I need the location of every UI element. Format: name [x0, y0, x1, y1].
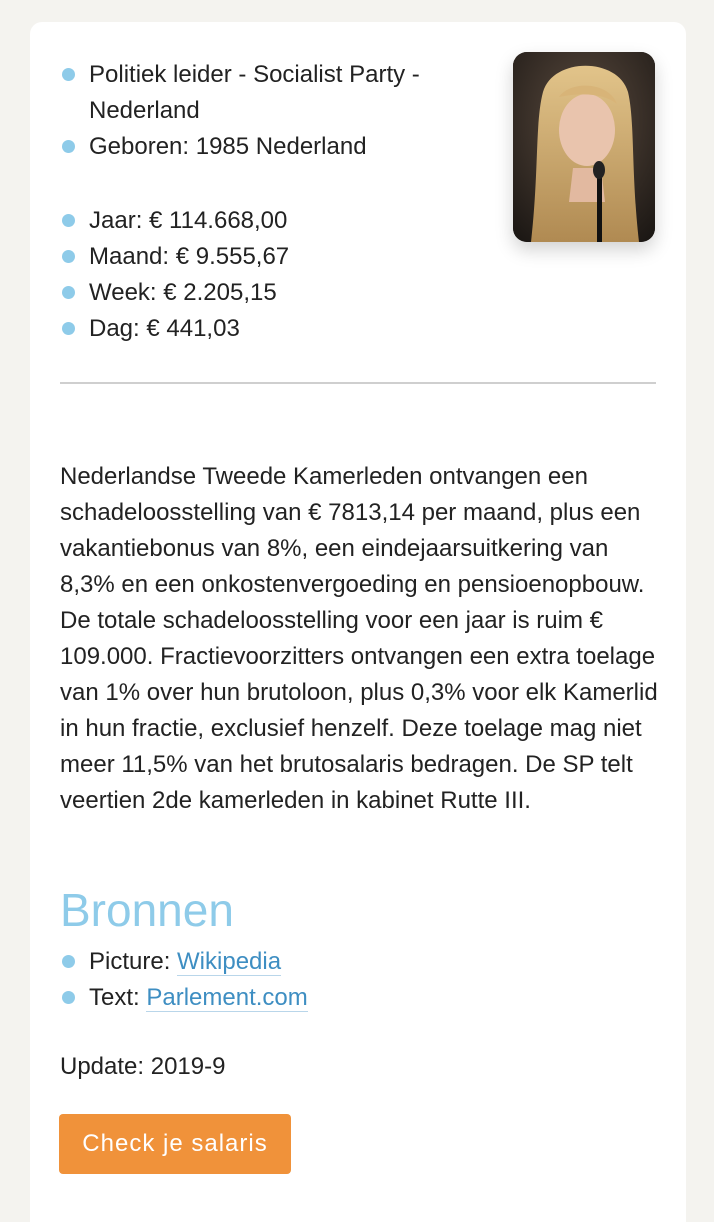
salary-year: Jaar: € 114.668,00 — [60, 203, 470, 239]
intro-list — [60, 57, 470, 165]
sources-list — [60, 944, 560, 1016]
salary-month: Maand: € 9.555,67 — [60, 239, 470, 275]
update-label: Update: 2019-9 — [60, 1053, 226, 1080]
source-picture — [60, 944, 560, 980]
divider — [60, 382, 656, 384]
born-item: Geboren: 1985 Nederland — [60, 129, 470, 165]
profile-card — [30, 22, 686, 1222]
sources-heading: Bronnen — [60, 884, 234, 936]
check-salary-button[interactable]: Check je salaris — [59, 1114, 291, 1174]
source-text — [60, 980, 560, 1016]
profile-photo — [513, 52, 655, 242]
salary-week: Week: € 2.205,15 — [60, 275, 470, 311]
salary-list — [60, 203, 470, 347]
source-picture-label: Picture: — [89, 948, 178, 975]
role-item: Politiek leider - Socialist Party - Nederland — [60, 57, 470, 129]
salary-day: Dag: € 441,03 — [60, 311, 470, 347]
source-text-label: Text: — [89, 984, 147, 1011]
description-paragraph: Nederlandse Tweede Kamerleden ontvangen een schadeloosstelling van € 7813,14 per maand, plus een vakantiebonus van 8%, een eindejaarsuitkering van 8,3% en een onkostenvergoeding en pensioenopbouw. De totale schadeloosstelling voor een jaar is ruim € 109.000. Fractievoorzitters ontvangen een extra toelage van 1% over hun brutoloon, plus 0,3% voor elk Kamerlid in hun fractie, exclusief henzelf. Deze toelage mag niet meer 11,5% van het brutosalaris bedragen. De SP telt veertien 2de kamerleden in kabinet Rutte III. — [60, 463, 658, 814]
wikipedia-link[interactable]: Wikipedia — [177, 948, 282, 975]
parlement-link[interactable]: Parlement.com — [146, 984, 308, 1011]
